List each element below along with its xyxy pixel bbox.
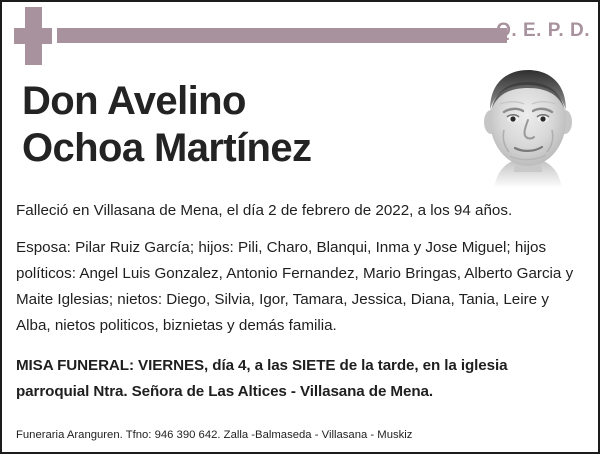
notice-body (16, 198, 584, 405)
cross-horizontal-bar (14, 28, 52, 44)
deceased-name (22, 78, 462, 172)
cross-icon (14, 7, 52, 65)
header-rule (57, 28, 507, 43)
name-line-1: Don Avelino (22, 79, 246, 123)
funeral-home-footer: Funeraria Aranguren. Tfno: 946 390 642. Zalla -Balmaseda - Villasana - Muskiz (16, 429, 413, 441)
family-list-text: Esposa: Pilar Ruiz García; hijos: Pili, Charo, Blanqui, Inma y Jose Miguel; hijos políticos: Angel Luis Gonzalez, Antonio Fernandez, Mario Bringas, Alberto Garcia y Maite Iglesias; nietos: Diego, Silvia, Igor, Tamara, Jessica, Diana, Tania, Leire y Alba, nietos politicos, biznietas y demás familia. (16, 239, 574, 334)
death-notice-text: Falleció en Villasana de Mena, el día 2 de febrero de 2022, a los 94 años. (16, 202, 513, 219)
name-line-2: Ochoa Martínez (22, 126, 312, 171)
qepd-label: Q. E. P. D. (496, 20, 590, 41)
funeral-mass-text: MISA FUNERAL: VIERNES, día 4, a las SIETE de la tarde, en la iglesia parroquial Ntra. Señora de Las Altices - Villasana de Mena. (16, 357, 508, 400)
portrait-photo (464, 60, 592, 190)
